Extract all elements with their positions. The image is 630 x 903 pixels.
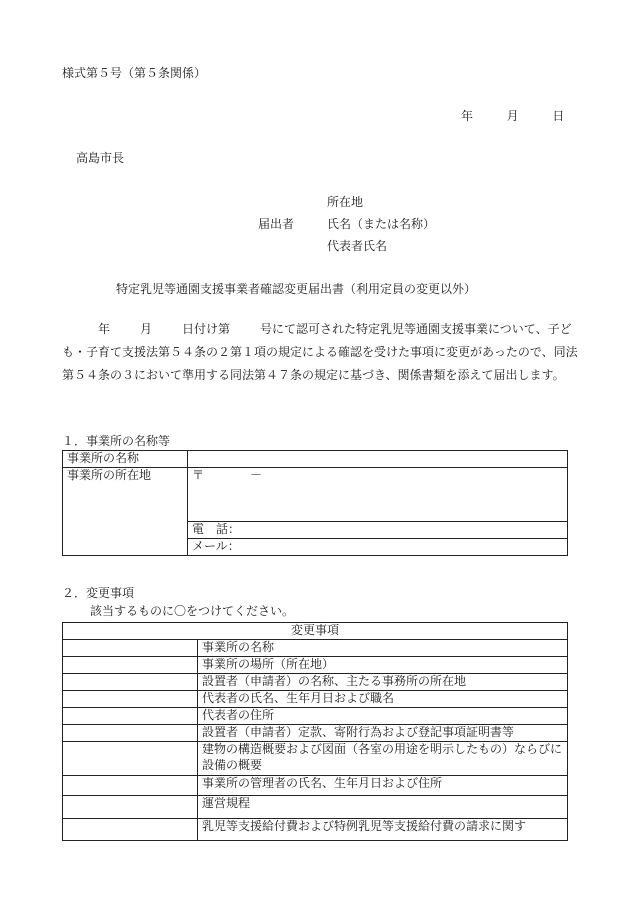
section2-title: ２．変更事項 — [62, 586, 135, 600]
change-items-header: 変更事項 — [63, 623, 568, 640]
change-item: 事業所の名称 — [198, 640, 568, 657]
check-cell[interactable] — [63, 742, 198, 776]
mail-label: メール： — [192, 539, 240, 553]
body-month: 月 — [140, 322, 153, 336]
check-cell[interactable] — [63, 776, 198, 796]
change-item: 事業所の場所（所在地） — [198, 657, 568, 674]
check-cell[interactable] — [63, 691, 198, 708]
office-name-label: 事業所の名称 — [63, 451, 188, 468]
change-item: 乳児等支援給付費および特例乳児等支援給付費の請求に関す — [198, 819, 568, 841]
check-cell[interactable] — [63, 640, 198, 657]
date-line — [461, 110, 564, 122]
check-cell[interactable] — [63, 796, 198, 819]
body-main-text: 号にて認可された特定乳児等通園支援事業について、子ども・子育て支援法第５４条の２第１項の規定による確認を受けた事項に変更があったので、同法第５４条の３において準用する同法第４７条の規定に基づき、関係書類を添えて届出します。 — [62, 322, 578, 382]
check-cell[interactable] — [63, 657, 198, 674]
applicant-address-label: 所在地 — [327, 195, 364, 209]
section1-title: １．事業所の名称等 — [62, 434, 171, 448]
applicant-label: 届出者 — [258, 217, 295, 231]
date-year: 年 — [461, 109, 474, 123]
change-item: 代表者の氏名、生年月日および職名 — [198, 691, 568, 708]
phone-field[interactable] — [188, 522, 568, 539]
change-item: 設置者（申請者）定款、寄附行為および登記事項証明書等 — [198, 725, 568, 742]
body-day-no: 日付け第 — [182, 322, 231, 336]
body-paragraph — [62, 318, 582, 387]
change-item: 建物の構造概要および図面（各室の用途を明示したもの）ならびに設備の概要 — [198, 742, 568, 776]
mail-field[interactable] — [188, 539, 568, 556]
document-title: 特定乳児等通園支援事業者確認変更届出書（利用定員の変更以外） — [116, 282, 477, 296]
check-cell[interactable] — [63, 725, 198, 742]
office-name-field[interactable] — [188, 451, 568, 468]
form-number: 様式第５号（第５条関係） — [62, 66, 207, 80]
section2-instruction: 該当するものに〇をつけてください。 — [90, 604, 295, 618]
representative-name-label: 代表者氏名 — [327, 239, 388, 253]
check-cell[interactable] — [63, 819, 198, 841]
change-item: 運営規程 — [198, 796, 568, 819]
office-address-field[interactable] — [188, 468, 568, 522]
applicant-name-label: 氏名（または名称） — [327, 217, 436, 231]
addressee: 高島市長 — [76, 151, 125, 165]
change-item: 代表者の住所 — [198, 708, 568, 725]
change-items-table — [62, 622, 568, 841]
body-year: 年 — [98, 322, 111, 336]
check-cell[interactable] — [63, 708, 198, 725]
date-month: 月 — [506, 109, 519, 123]
date-day: 日 — [552, 109, 565, 123]
postal-mark: 〒 — [192, 468, 205, 482]
phone-label: 電 話： — [192, 522, 241, 536]
change-item: 設置者（申請者）の名称、主たる事務所の所在地 — [198, 674, 568, 691]
applicant-fields — [327, 196, 435, 262]
postal-dash: － — [250, 468, 263, 482]
office-info-table — [62, 450, 568, 556]
change-item: 事業所の管理者の氏名、生年月日および住所 — [198, 776, 568, 796]
office-address-label: 事業所の所在地 — [63, 468, 188, 556]
check-cell[interactable] — [63, 674, 198, 691]
